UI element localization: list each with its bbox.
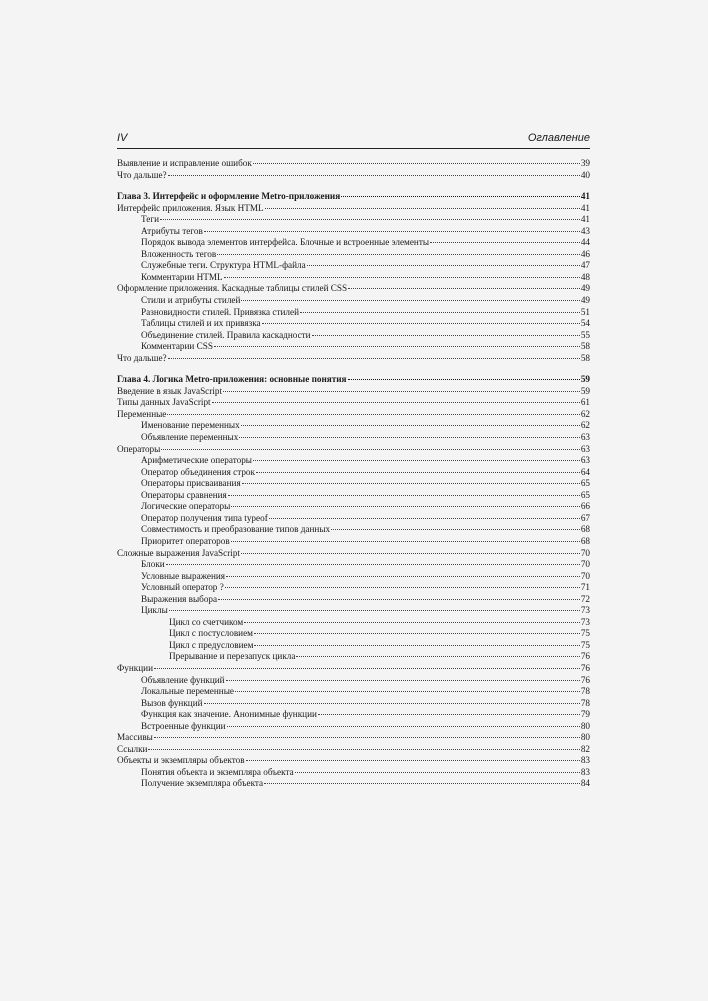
toc-entry	[117, 651, 590, 663]
dot-leader	[225, 585, 580, 588]
toc-entry-title: Оформление приложения. Каскадные таблицы стилей CSS	[117, 283, 348, 294]
dot-leader	[167, 412, 579, 415]
toc-entry	[117, 721, 590, 733]
toc-entry-title: Выявление и исправление ошибок	[117, 158, 252, 168]
dot-leader	[253, 458, 580, 461]
toc-entry	[117, 249, 590, 261]
toc-entry-page: 59	[580, 374, 590, 385]
toc-entry	[117, 778, 590, 790]
toc-entry-page: 82	[580, 743, 590, 754]
toc-entry-title: Именование переменных	[141, 420, 240, 431]
toc-entry-page: 75	[580, 628, 590, 639]
toc-entry-title: Цикл с предусловием	[169, 639, 254, 650]
toc-entry-page: 67	[580, 512, 590, 523]
toc-entry-page: 79	[580, 709, 590, 720]
toc-entry	[117, 501, 590, 513]
dot-leader	[312, 333, 580, 336]
toc-entry-title: Условный оператор ?	[141, 582, 224, 593]
toc-entry-page: 41	[580, 214, 590, 225]
dot-leader	[348, 377, 580, 380]
toc-entry	[117, 640, 590, 652]
toc-entry-title: Приоритет операторов	[141, 535, 230, 546]
dot-leader	[226, 678, 580, 681]
page-number: IV	[117, 132, 128, 144]
toc-entry-title: Локальные переменные	[141, 686, 234, 697]
dot-leader	[341, 194, 580, 197]
toc-entry-page: 41	[580, 191, 590, 202]
toc-entry	[117, 158, 590, 170]
toc-entry	[117, 513, 590, 525]
dot-leader	[430, 240, 580, 243]
toc-entry-page: 62	[580, 420, 590, 431]
toc-entry-title: Цикл с постусловием	[169, 628, 253, 639]
toc-entry	[117, 732, 590, 744]
toc-entry	[117, 307, 590, 319]
toc-entry-page: 43	[580, 225, 590, 236]
dot-leader	[242, 481, 580, 484]
toc-entry	[117, 237, 590, 249]
toc-entry-title: Переменные	[117, 408, 167, 419]
dot-leader	[214, 344, 580, 347]
dot-leader	[161, 447, 579, 450]
toc-entry	[117, 686, 590, 698]
toc-entry-title: Совместимость и преобразование типов данных	[141, 524, 331, 535]
toc-entry-title: Разновидности стилей. Привязка стилей	[141, 306, 299, 317]
toc-entry	[117, 444, 590, 456]
toc-entry-page: 80	[580, 720, 590, 731]
dot-leader	[253, 161, 580, 164]
toc-entry-title: Объявление функций	[141, 674, 225, 685]
toc-entry-title: Что дальше?	[117, 169, 167, 180]
toc-entry	[117, 283, 590, 295]
toc-entry-page: 63	[580, 455, 590, 466]
dot-leader	[231, 504, 579, 507]
header-rule	[117, 148, 590, 149]
toc-entry-page: 78	[580, 686, 590, 697]
toc-entry	[117, 295, 590, 307]
toc-entry	[117, 582, 590, 594]
toc-entry-title: Прерывание и перезапуск цикла	[169, 651, 296, 662]
toc-entry-page: 47	[580, 260, 590, 271]
toc-entry-page: 59	[580, 385, 590, 396]
dot-leader	[218, 597, 580, 600]
toc-entry-title: Что дальше?	[117, 352, 167, 363]
dot-leader	[154, 666, 580, 669]
toc-entry	[117, 675, 590, 687]
dot-leader	[160, 217, 580, 220]
toc-entry	[117, 767, 590, 779]
dot-leader	[166, 562, 580, 565]
toc-entry-title: Операторы	[117, 443, 161, 454]
toc-entry	[117, 455, 590, 467]
toc-entry	[117, 744, 590, 756]
toc-entry-title: Вызов функций	[141, 697, 203, 708]
dot-leader	[148, 747, 579, 750]
toc-entry	[117, 467, 590, 479]
toc-entry-title: Объединение стилей. Правила каскадности	[141, 329, 311, 340]
dot-leader	[228, 493, 580, 496]
toc-entry-page: 55	[580, 329, 590, 340]
toc-chapter-entry	[117, 191, 590, 203]
toc-entry	[117, 318, 590, 330]
dot-leader	[231, 539, 580, 542]
dot-leader	[204, 701, 580, 704]
toc-entry	[117, 353, 590, 365]
toc-entry-page: 66	[580, 501, 590, 512]
toc-entry	[117, 605, 590, 617]
toc-entry	[117, 397, 590, 409]
toc-entry	[117, 663, 590, 675]
toc-entry-title: Выражения выбора	[141, 593, 218, 604]
toc-entry-title: Порядок вывода элементов интерфейса. Блочные и встроенные элементы	[141, 237, 430, 248]
chapter-spacer	[117, 364, 590, 374]
toc-entry	[117, 628, 590, 640]
toc-entry-page: 62	[580, 408, 590, 419]
toc-entry-title: Условные выражения	[141, 570, 226, 581]
toc-entry	[117, 272, 590, 284]
toc-entry-title: Оператор получения типа typeof	[141, 512, 268, 523]
toc-entry-title: Арифметические операторы	[141, 455, 252, 466]
toc-entry-page: 76	[580, 674, 590, 685]
toc-entry-page: 49	[580, 283, 590, 294]
running-header	[117, 131, 590, 149]
toc-entry	[117, 260, 590, 272]
toc-entry-page: 73	[580, 605, 590, 616]
toc-entry-page: 41	[580, 202, 590, 213]
toc-entry-page: 61	[580, 397, 590, 408]
toc-entry-title: Таблицы стилей и их привязка	[141, 318, 261, 329]
toc-entry-title: Комментарии HTML	[141, 271, 223, 282]
dot-leader	[204, 229, 580, 232]
toc-entry-title: Блоки	[141, 559, 165, 570]
toc-entry-page: 70	[580, 559, 590, 570]
toc-entry-page: 46	[580, 248, 590, 259]
dot-leader	[168, 356, 580, 359]
toc-entry-title: Массивы	[117, 732, 153, 743]
toc-entry-title: Логические операторы	[141, 501, 231, 512]
toc-entry	[117, 341, 590, 353]
dot-leader	[239, 435, 580, 438]
toc-entry-page: 83	[580, 766, 590, 777]
dot-leader	[307, 263, 580, 266]
toc-entry-page: 44	[580, 237, 590, 248]
dot-leader	[254, 631, 580, 634]
toc-entry	[117, 203, 590, 215]
dot-leader	[348, 286, 580, 289]
toc-entry	[117, 698, 590, 710]
toc-entry-page: 72	[580, 593, 590, 604]
toc-entry-title: Служебные теги. Структура HTML-файла	[141, 260, 306, 271]
toc-entry	[117, 571, 590, 583]
dot-leader	[224, 275, 580, 278]
dot-leader	[265, 206, 580, 209]
toc-entry	[117, 490, 590, 502]
section-title: Оглавление	[527, 132, 590, 144]
toc-entry-page: 70	[580, 547, 590, 558]
toc-entry-title: Операторы присваивания	[141, 478, 241, 489]
toc-entry-page: 63	[580, 432, 590, 443]
dot-leader	[254, 643, 579, 646]
dot-leader	[264, 781, 580, 784]
toc-entry	[117, 170, 590, 182]
toc-entry-title: Цикл со счетчиком	[169, 616, 244, 627]
toc-entry-page: 76	[580, 662, 590, 673]
toc-entry	[117, 755, 590, 767]
toc-entry-page: 58	[580, 352, 590, 363]
toc-entry-page: 70	[580, 570, 590, 581]
toc-entry	[117, 594, 590, 606]
toc-entry-title: Введение в язык JavaScript	[117, 385, 223, 396]
dot-leader	[269, 516, 580, 519]
toc-entry-page: 78	[580, 697, 590, 708]
dot-leader	[227, 724, 580, 727]
toc-entry-page: 48	[580, 271, 590, 282]
toc-entry	[117, 420, 590, 432]
toc-entry-title: Стили и атрибуты стилей	[141, 295, 241, 306]
toc-entry	[117, 617, 590, 629]
dot-leader	[235, 689, 580, 692]
dot-leader	[168, 173, 580, 176]
toc-entry-title: Глава 4. Логика Metro-приложения: основные понятия	[117, 374, 347, 385]
toc-chapter-entry	[117, 374, 590, 386]
dot-leader	[154, 735, 580, 738]
dot-leader	[223, 389, 580, 392]
toc-entry-page: 51	[580, 306, 590, 317]
toc-entry-title: Атрибуты тегов	[141, 225, 203, 236]
chapter-spacer	[117, 181, 590, 191]
toc-entry	[117, 214, 590, 226]
dot-leader	[241, 298, 579, 301]
toc-entry-title: Функция как значение. Анонимные функции	[141, 709, 317, 720]
toc-entry-page: 64	[580, 466, 590, 477]
toc-entry-page: 65	[580, 489, 590, 500]
toc-entry	[117, 478, 590, 490]
toc-entry	[117, 524, 590, 536]
toc-entry-title: Объявление переменных	[141, 432, 239, 443]
toc-entry-title: Циклы	[141, 605, 168, 616]
toc-entry-title: Встроенные функции	[141, 720, 226, 731]
toc-entry-page: 75	[580, 639, 590, 650]
toc-entry	[117, 432, 590, 444]
toc-entry-title: Глава 3. Интерфейс и оформление Metro-приложения	[117, 191, 341, 202]
dot-leader	[241, 423, 580, 426]
dot-leader	[318, 712, 580, 715]
dot-leader	[244, 620, 580, 623]
toc-entry	[117, 559, 590, 571]
table-of-contents	[117, 158, 590, 790]
toc-entry-title: Интерфейс приложения. Язык HTML	[117, 202, 264, 213]
dot-leader	[246, 758, 580, 761]
toc-entry-title: Получение экземпляра объекта	[141, 778, 264, 789]
toc-entry-page: 39	[580, 158, 590, 168]
toc-entry	[117, 386, 590, 398]
dot-leader	[169, 608, 580, 611]
toc-entry-title: Функции	[117, 662, 153, 673]
toc-entry-page: 83	[580, 755, 590, 766]
toc-entry	[117, 548, 590, 560]
toc-entry-page: 58	[580, 341, 590, 352]
toc-entry-page: 76	[580, 651, 590, 662]
toc-entry-title: Типы данных JavaScript	[117, 397, 211, 408]
toc-entry-title: Объекты и экземпляры объектов	[117, 755, 245, 766]
toc-entry-page: 84	[580, 778, 590, 789]
toc-entry-page: 63	[580, 443, 590, 454]
dot-leader	[226, 574, 580, 577]
dot-leader	[300, 310, 580, 313]
dot-leader	[296, 654, 579, 657]
toc-entry-page: 49	[580, 295, 590, 306]
toc-entry	[117, 409, 590, 421]
toc-entry	[117, 330, 590, 342]
dot-leader	[217, 252, 580, 255]
toc-entry-title: Сложные выражения JavaScript	[117, 547, 241, 558]
toc-entry-page: 68	[580, 535, 590, 546]
toc-entry-page: 80	[580, 732, 590, 743]
toc-entry-title: Понятия объекта и экземпляра объекта	[141, 766, 294, 777]
dot-leader	[241, 551, 580, 554]
dot-leader	[256, 470, 580, 473]
dot-leader	[262, 321, 580, 324]
toc-entry-title: Вложенность тегов	[141, 248, 217, 259]
toc-entry	[117, 536, 590, 548]
dot-leader	[295, 770, 580, 773]
toc-entry-page: 54	[580, 318, 590, 329]
toc-entry-title: Ссылки	[117, 743, 148, 754]
toc-entry	[117, 709, 590, 721]
dot-leader	[212, 400, 580, 403]
dot-leader	[331, 527, 580, 530]
toc-entry-title: Оператор объединения строк	[141, 466, 255, 477]
toc-entry-page: 65	[580, 478, 590, 489]
toc-entry-page: 40	[580, 169, 590, 180]
toc-entry-page: 68	[580, 524, 590, 535]
toc-entry-title: Теги	[141, 214, 160, 225]
toc-entry-page: 73	[580, 616, 590, 627]
toc-entry-page: 71	[580, 582, 590, 593]
toc-entry-title: Комментарии CSS	[141, 341, 213, 352]
toc-entry-title: Операторы сравнения	[141, 489, 227, 500]
toc-entry	[117, 226, 590, 238]
